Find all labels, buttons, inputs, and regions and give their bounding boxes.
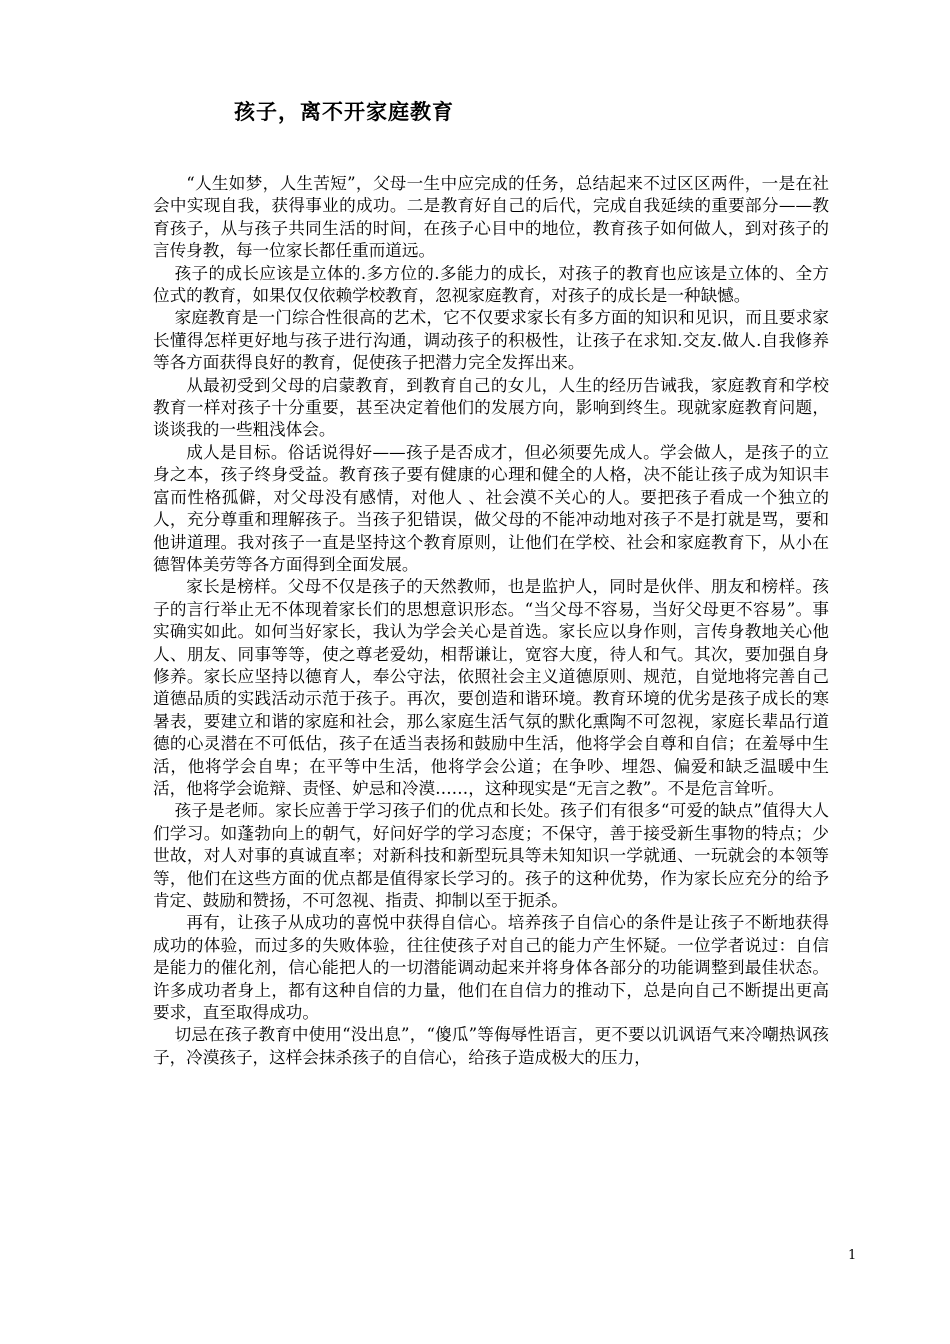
page-number: 1 — [848, 1248, 857, 1263]
paragraph-family-education-art: 家庭教育是一门综合性很高的艺术，它不仅要求家长有多方面的知识和见识，而且要求家长懂得怎样更好地与孩子进行沟通，调动孩子的积极性，让孩子在求知.交友.做人.自我修养等各方面获得良好的教育，促使孩子把潜力完全发挥出来。 — [153, 308, 829, 373]
paragraph-confidence: 再有，让孩子从成功的喜悦中获得自信心。培养孩子自信心的条件是让孩子不断地获得成功的体验，而过多的失败体验，往往使孩子对自己的能力产生怀疑。一位学者说过：自信是能力的催化剂，信心能把人的一切潜能调动起来并将身体各部分的功能调整到最佳状态。许多成功者身上，都有这种自信的力量，他们在自信力的推动下，总是向自己不断提出更高要求，直至取得成功。 — [153, 913, 829, 1023]
paragraph-avoid-insults: 切忌在孩子教育中使用“没出息”，“傻瓜”等侮辱性语言，更不要以讥讽语气来冷嘲热讽孩子，冷漠孩子，这样会抹杀孩子的自信心，给孩子造成极大的压力， — [153, 1025, 829, 1067]
paragraph-goal: 成人是目标。俗话说得好——孩子是否成才，但必须要先成人。学会做人，是孩子的立身之本，孩子终身受益。教育孩子要有健康的心理和健全的人格，决不能让孩子成为知识丰富而性格孤僻，对父母没有感情，对他人 、社会漠不关心的人。要把孩子看成一个独立的人，充分尊重和理解孩子。当孩子犯错误，做父母的不能冲动地对孩子不是打就是骂，要和他讲道理。我对孩子一直是坚持这个教育原则，让他们在学校、社会和家庭教育下，从小在德智体美劳等各方面得到全面发展。 — [153, 442, 829, 574]
paragraph-growth: 孩子的成长应该是立体的.多方位的.多能力的成长，对孩子的教育也应该是立体的、全方位式的教育，如果仅仅依赖学校教育，忽视家庭教育，对孩子的成长是一种缺憾。 — [153, 263, 829, 306]
document-title: 孩子，离不开家庭教育 — [234, 99, 454, 124]
paragraph-child-as-teacher: 孩子是老师。家长应善于学习孩子们的优点和长处。孩子们有很多“可爱的缺点”值得大人们学习。如蓬勃向上的朝气，好问好学的学习态度；不保守，善于接受新生事物的特点；少世故，对人对事的真诚直率；对新科技和新型玩具等未知知识一学就通、一玩就会的本领等等，他们在这些方面的优点都是值得家长学习的。孩子的这种优势，作为家长应充分的给予肯定、鼓励和赞扬，不可忽视、指责、抑制以至于扼杀。 — [153, 801, 829, 910]
paragraph-life-tasks: “人生如梦，人生苦短”，父母一生中应完成的任务，总结起来不过区区两件，一是在社会中实现自我，获得事业的成功。二是教育好自己的后代，完成自我延续的重要部分——教育孩子，从与孩子共同生活的时间，在孩子心目中的地位，教育孩子如何做人，到对孩子的言传身教，每一位家长都任重而道远。 — [153, 174, 829, 261]
paragraph-experience: 从最初受到父母的启蒙教育，到教育自己的女儿，人生的经历告诫我，家庭教育和学校教育一样对孩子十分重要，甚至决定着他们的发展方向，影响到终生。现就家庭教育问题，谈谈我的一些粗浅体会。 — [153, 375, 829, 440]
document-body — [153, 173, 829, 1069]
paragraph-role-model: 家长是榜样。父母不仅是孩子的天然教师，也是监护人，同时是伙伴、朋友和榜样。孩子的言行举止无不体现着家长们的思想意识形态。“当父母不容易，当好父母更不容易”。事实确实如此。如何当好家长，我认为学会关心是首选。家长应以身作则，言传身教地关心他人、朋友、同事等等，使之尊老爱幼，相帮谦让，宽容大度，待人和气。其次，要加强自身修养。家长应坚持以德育人，奉公守法，依照社会主义道德原则、规范，自觉地将完善自己道德品质的实践活动示范于孩子。再次，要创造和谐环境。教育环境的优劣是孩子成长的寒暑表，要建立和谐的家庭和社会，那么家庭生活气氛的默化熏陶不可忽视，家庭长辈品行道德的心灵潜在不可低估，孩子在适当表扬和鼓励中生活，他将学会自尊和自信；在羞辱中生活，他将学会自卑；在平等中生活，他将学会公道；在争吵、埋怨、偏爱和缺乏温暖中生活，他将学会诡辩、责怪、妒忌和冷漠……，这种现实是“无言之教”。不是危言耸听。 — [153, 577, 829, 798]
